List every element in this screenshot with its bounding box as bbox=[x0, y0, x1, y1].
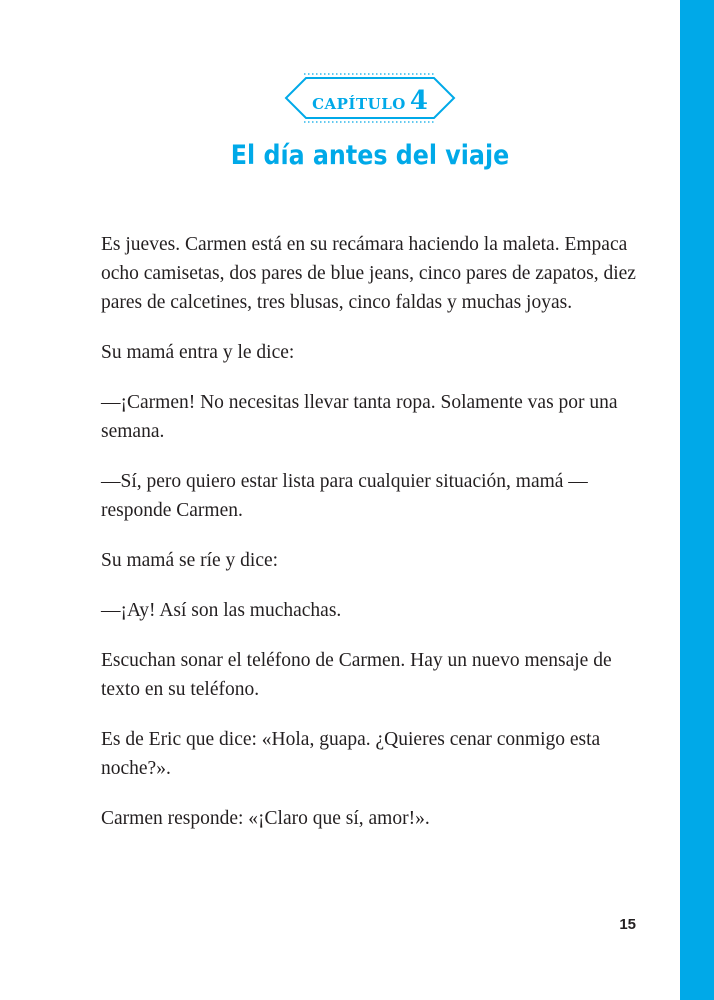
chapter-label: CAPÍTULO bbox=[312, 95, 406, 113]
paragraph: Su mamá entra y le dice: bbox=[101, 342, 295, 363]
paragraph: Escuchan sonar el teléfono de Carmen. Hay un nuevo mensaje de texto en su teléfono. bbox=[101, 650, 612, 700]
chapter-heading bbox=[282, 86, 458, 116]
paragraph: Es de Eric que dice: «Hola, guapa. ¿Quieres cenar conmigo esta noche?». bbox=[101, 729, 601, 779]
chapter-badge bbox=[282, 72, 458, 124]
paragraph: Su mamá se ríe y dice: bbox=[101, 550, 279, 571]
paragraph: Carmen responde: «¡Claro que sí, amor!». bbox=[101, 808, 430, 829]
chapter-title: El día antes del viaje bbox=[230, 140, 510, 171]
paragraph: —Sí, pero quiero estar lista para cualquier situación, mamá —responde Carmen. bbox=[101, 471, 588, 521]
body-text bbox=[101, 230, 653, 854]
page-number: 15 bbox=[619, 916, 636, 933]
paragraph: —¡Carmen! No necesitas llevar tanta ropa. Solamente vas por una semana. bbox=[101, 392, 618, 442]
chapter-number: 4 bbox=[409, 86, 428, 116]
paragraph: —¡Ay! Así son las muchachas. bbox=[101, 600, 342, 621]
paragraph: Es jueves. Carmen está en su recámara haciendo la maleta. Empaca ocho camisetas, dos pares de blue jeans, cinco pares de zapatos, diez pares de calcetines, tres blusas, cinco faldas y muchas joyas. bbox=[101, 234, 636, 313]
